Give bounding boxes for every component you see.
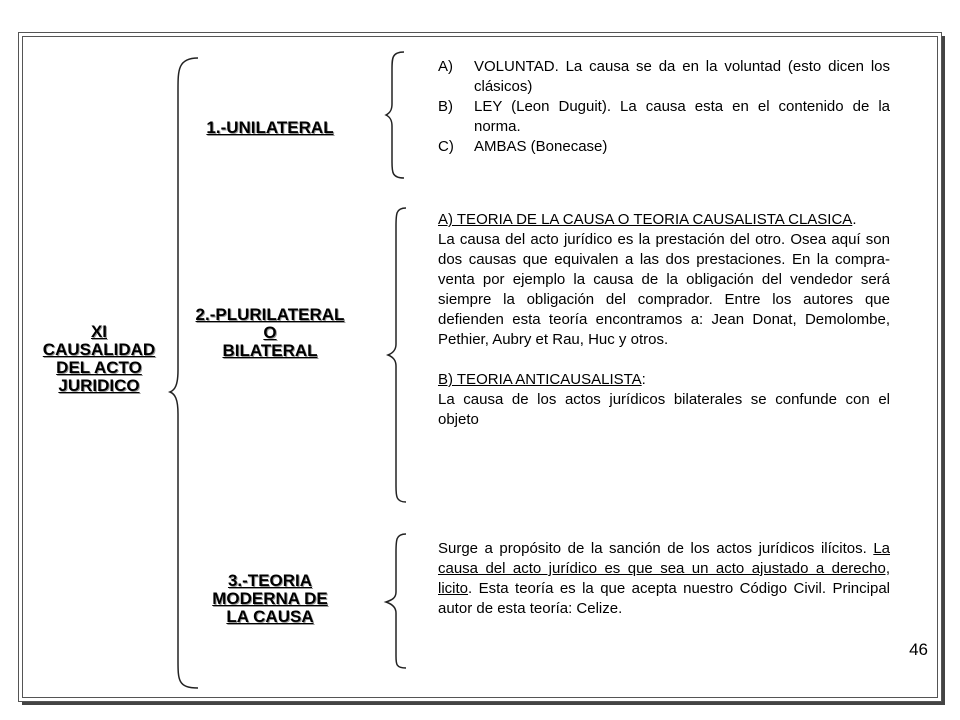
list-marker: B) [438,98,453,115]
theory-a-punct: . [852,211,857,228]
unilateral-list [438,57,890,157]
brace-plurilateral [388,208,406,502]
moderna-text [438,539,890,619]
main-title-line: DEL ACTO [56,358,142,377]
main-title [28,323,170,395]
paragraph-gap [438,350,890,370]
theory-b-heading [438,370,890,390]
theory-b-title: B) TEORIA ANTICAUSALISTA [438,371,642,388]
brace-unilateral [386,52,404,178]
branch-label-line: BILATERAL [222,341,318,360]
list-item-text: LEY (Leon Duguit). La causa esta en el contenido de la norma. [474,98,890,135]
branch-label-moderna [180,572,360,626]
list-item [438,137,890,157]
page-number: 46 [909,640,928,659]
branch-label-line: 3.-TEORIA [227,571,313,590]
theory-b-body: La causa de los actos jurídicos bilaterales se confunde con el objeto [438,391,890,428]
moderna-paragraph [438,539,890,619]
moderna-text-underlined: La causa del acto jurídico es que sea un acto ajustado a derecho, licito [438,540,890,597]
moderna-text-after: . Esta teoría es la que acepta nuestro Código Civil. Principal autor de esta teoría: Celize. [438,580,890,617]
list-marker: C) [438,138,454,155]
main-title-line: JURIDICO [58,376,140,395]
brace-moderna [386,534,406,668]
theory-b-punct: : [641,371,646,388]
theory-a-body: La causa del acto jurídico es la prestación del otro. Osea aquí son dos causas que equivalen a las dos prestaciones. En la compra-venta por ejemplo la causa de la obligación del vendedor será siempre la obligación del comprador. Entre los autores que defienden esta teoría encontramos a: Jean Donat, Demolombe, Pethier, Aubry et Rau, Huc y otros. [438,231,890,348]
list-marker: A) [438,58,453,75]
branch-label-plurilateral [180,306,360,360]
branch-label-line: MODERNA DE [212,589,328,608]
branch-label-line: O [263,323,277,342]
main-title-line: CAUSALIDAD [42,340,156,359]
moderna-text-before: Surge a propósito de la sanción de los actos jurídicos ilícitos. [438,540,874,557]
theory-a-heading [438,210,890,230]
list-item [438,97,890,137]
list-item-text: AMBAS (Bonecase) [474,138,608,155]
list-item [438,57,890,97]
branch-label-line: 2.-PLURILATERAL [195,305,345,324]
branch-label-unilateral [180,119,360,137]
theory-a-title: A) TEORIA DE LA CAUSA O TEORIA CAUSALISTA CLASICA [438,211,853,228]
branch-label-line: LA CAUSA [226,607,314,626]
branch-label-line: 1.-UNILATERAL [206,118,334,137]
plurilateral-text [438,210,890,430]
main-title-line: XI [90,322,108,341]
list-item-text: VOLUNTAD. La causa se da en la voluntad (esto dicen los clásicos) [474,58,890,95]
